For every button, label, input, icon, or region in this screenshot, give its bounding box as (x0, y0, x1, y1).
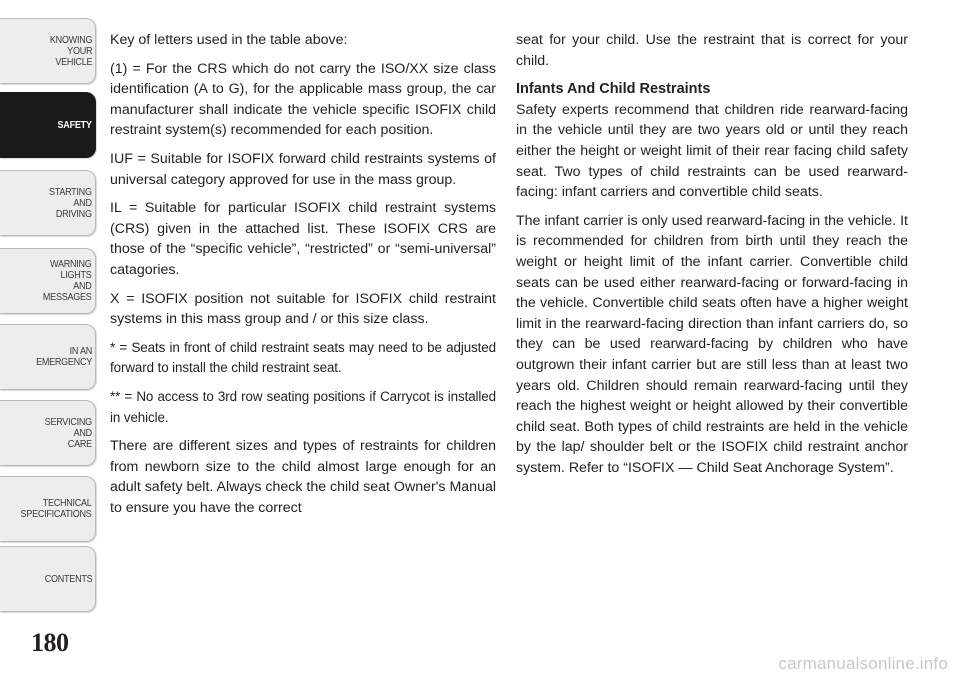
tab-label: CONTENTS (44, 572, 92, 585)
tab-label: IN AN EMERGENCY (36, 345, 92, 368)
tab-label: SAFETY (57, 118, 92, 131)
paragraph: There are different sizes and types of restraints for children from newborn size to the child almost large enough for an adult safety belt. Always check the child seat Owner's Manual to ensure you have the correct (110, 438, 496, 516)
tab-contents[interactable] (0, 546, 96, 612)
paragraph: Key of letters used in the table above: (110, 32, 348, 48)
tab-label: STARTING AND DRIVING (49, 185, 92, 220)
page-number: 180 (31, 628, 69, 657)
paragraph: * = Seats in front of child restraint seats may need to be adjusted forward to install the child restraint seat. (110, 339, 496, 376)
tab-label: WARNING LIGHTS AND MESSAGES (43, 258, 92, 303)
watermark: carmanualsonline.info (778, 654, 948, 673)
tab-servicing-and-care[interactable] (0, 400, 96, 466)
paragraph: The infant carrier is only used rearward-facing in the vehicle. It is recommended for children from birth until they reach the weight or height limit of the infant carrier. Convertible child seats can be used either rearward-facing or forward-facing in the vehicle. Convertible child seats often have a higher weight limit in the rearward-facing direction than infant carriers do, so they can be used rearward-facing by children who have outgrown their infant carrier but are still less than at least two years old. Children should remain rearward-facing until they reach the highest weight or height allowed by their convertible child seat. Both types of child restraints are held in the vehicle by the lap/ shoulder belt or the ISOFIX child restraint anchor system. Refer to “ISOFIX — Child Seat Anchorage System”. (516, 212, 908, 476)
tab-knowing-your-vehicle[interactable] (0, 18, 96, 84)
paragraph: Safety experts recommend that children ride rearward-facing in the vehicle until they are two years old or until they reach either the height or weight limit of their rear facing child safety seat. Two types of child restraints can be used rearward-facing: infant carriers and convertible child seats. (516, 101, 908, 201)
paragraph: IL = Suitable for particular ISOFIX child restraint systems (CRS) given in the attached list. These ISOFIX CRS are those of the “specific vehicle”, “restricted” or “semi-universal” catagories. (110, 200, 496, 278)
tab-label: TECHNICAL SPECIFICATIONS (21, 497, 92, 520)
paragraph: ** = No access to 3rd row seating positions if Carrycot is installed in vehicle. (110, 388, 496, 425)
tab-in-an-emergency[interactable] (0, 324, 96, 390)
section-heading: Infants And Child Restraints (516, 81, 711, 98)
paragraph: (1) = For the CRS which do not carry the ISO/XX size class identification (A to G), for the applicable mass group, the car manufacturer shall indicate the vehicle specific ISOFIX child restraint system(s) recommended for each position. (110, 60, 496, 139)
tab-starting-and-driving[interactable] (0, 170, 96, 236)
paragraph: X = ISOFIX position not suitable for ISOFIX child restraint systems in this mass group and / or this size class. (110, 290, 496, 328)
paragraph: seat for your child. Use the restraint that is correct for your child. (516, 32, 908, 69)
left-column (110, 30, 496, 518)
tab-label: KNOWING YOUR VEHICLE (49, 33, 92, 68)
tab-label: SERVICING AND CARE (44, 415, 92, 450)
right-column (516, 30, 908, 478)
tab-technical-specifications[interactable] (0, 476, 96, 542)
tab-safety[interactable] (0, 92, 96, 158)
tab-warning-lights-and-messages[interactable] (0, 248, 96, 314)
paragraph: IUF = Suitable for ISOFIX forward child restraints systems of universal category approved for use in the mass group. (110, 150, 496, 188)
